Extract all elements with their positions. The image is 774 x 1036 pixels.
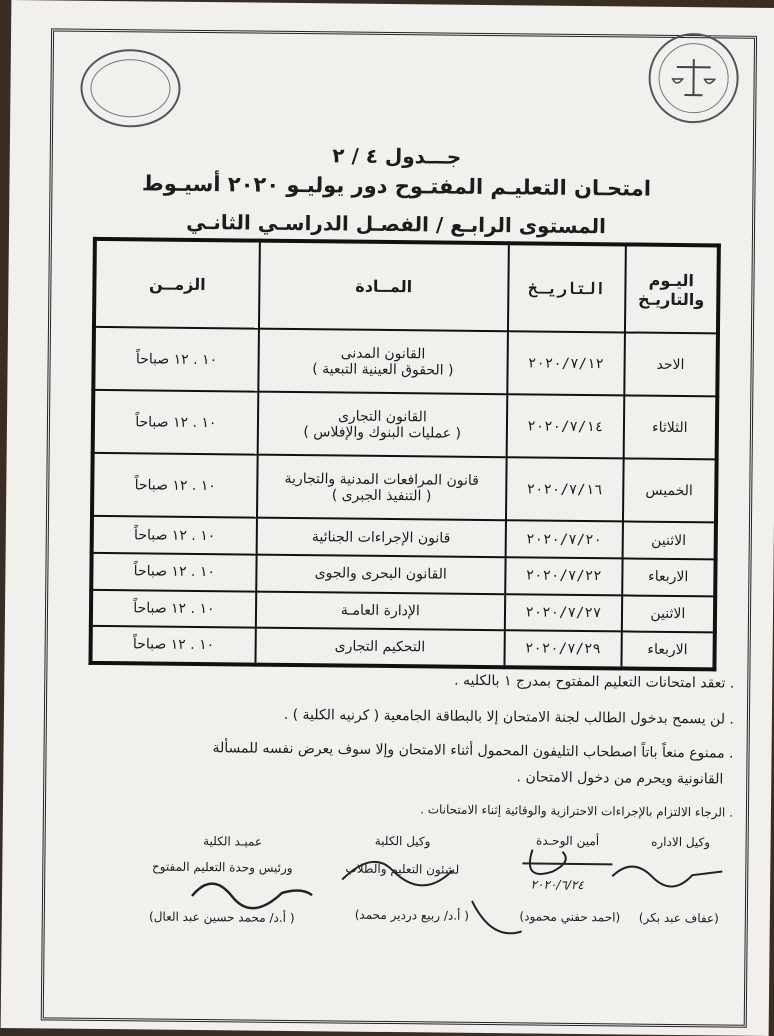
header-day: اليـوم والتاريـخ: [625, 244, 719, 333]
day-cell: الاربعاء: [621, 632, 715, 670]
signature-dean-title: عميـد الكلية: [153, 834, 313, 850]
note-1: . تعقد امتحانات التعليم المفتوح بمدرج ١ بالكليه .: [74, 669, 734, 692]
time-cell: ١٠ . ١٢ صباحاً: [90, 626, 255, 664]
time-cell: ١٠ . ١٢ صباحاً: [93, 390, 258, 455]
subject-cell: [256, 555, 505, 594]
note-3-continued: القانونية ويحرم من دخول الامتحان .: [63, 765, 723, 788]
subject-cell: [256, 518, 505, 557]
table-row: [93, 390, 718, 460]
signature-admin-title: وكيل الاداره: [631, 835, 731, 850]
day-cell: الاثنين: [622, 522, 716, 560]
time-cell: ١٠ . ١٢ صباحاً: [92, 453, 257, 518]
paper-sheet: [1, 0, 774, 1036]
table-row: [92, 453, 717, 523]
subject-cell: [257, 455, 507, 521]
subject-name: الإدارة العامـة: [261, 602, 500, 621]
date-cell: ٢٠٢٠/٧/١٦: [506, 457, 624, 521]
day-cell: الاحد: [624, 332, 718, 396]
table-row: [93, 327, 718, 397]
table-header-row: [94, 239, 719, 334]
note-3: . ممنوع منعاً باتاً اصطحاب التليفون المحمول أثناء الامتحان وإلا سوف يعرض نفسه للمسألة: [74, 739, 734, 762]
subject-name: التحكيم التجارى: [260, 638, 499, 657]
scales-of-justice-icon: [650, 35, 737, 122]
time-cell: ١٠ . ١٢ صباحاً: [91, 553, 256, 591]
subject-detail: ( عمليات البنوك والإفلاس ): [263, 423, 502, 442]
subject-name: القانون البحرى والجوى: [261, 565, 500, 584]
exam-title: امتحـان التعليـم المفتـوح دور يوليـو ٢٠٢٠ أسيـوط: [9, 170, 774, 202]
signature-admin-name: (عفاف عبد بكر): [624, 910, 734, 925]
table-row: [90, 626, 714, 669]
header-time: الزمــن: [94, 239, 260, 329]
left-seal-logo: [80, 49, 181, 128]
signature-vice-dean-subtitle: لشئون التعليم والطلاب: [322, 861, 482, 877]
subject-cell: [256, 591, 505, 630]
signature-vice-dean-title: وكيل الكلية: [333, 833, 473, 848]
date-cell: ٢٠٢٠/٧/١٤: [506, 394, 624, 458]
subject-cell: [257, 392, 507, 458]
time-cell: ١٠ . ١٢ صباحاً: [91, 590, 256, 628]
note-2: . لن يسمح بدخول الطالب لجنة الامتحان إلا بالبطاقة الجامعية ( كرنيه الكلية ) .: [74, 705, 734, 728]
day-cell: الاربعاء: [622, 558, 716, 596]
date-cell: ٢٠٢٠/٧/٢٢: [505, 557, 622, 595]
day-cell: الثلاثاء: [623, 396, 717, 460]
subject-cell: [258, 329, 508, 395]
signature-vice-dean-name: ( أ.د/ ربيع دردير محمد): [332, 907, 492, 923]
signature-unit-name: (احمد حفني محمود): [510, 909, 630, 924]
subject-detail: ( الحقوق العينية التبعية ): [263, 360, 502, 379]
subject-detail: ( التنفيذ الجبرى ): [262, 486, 501, 505]
table-number-title: جـــدول ٤ / ٢: [10, 140, 774, 172]
day-cell: الاثنين: [622, 595, 716, 633]
level-title: المستوى الرابـع / الفصـل الدراسـي الثانـي: [9, 208, 774, 240]
date-cell: ٢٠٢٠/٧/٢٩: [504, 631, 621, 669]
subject-name: قانون المرافعات المدنية والتجارية: [262, 470, 501, 489]
handwritten-signature-dean: [172, 866, 323, 918]
header-subject: المــادة: [259, 241, 509, 332]
date-cell: ٢٠٢٠/٧/٢٠: [505, 521, 622, 559]
signature-dean-name: ( أ.د/ محمد حسين عبد العال): [122, 909, 322, 925]
subject-cell: [255, 628, 504, 667]
right-seal-logo: [648, 33, 739, 124]
header-date: التاريـخ: [508, 243, 626, 332]
signature-unit-title: أمين الوحـدة: [513, 833, 623, 848]
handwritten-signature-vice-dean: [331, 839, 532, 951]
signature-dean-subtitle: ورئيس وحدة التعليم المفتوح: [122, 859, 322, 875]
date-cell: ٢٠٢٠/٧/٢٧: [505, 594, 622, 632]
day-cell: الخميس: [623, 459, 717, 523]
date-cell: ٢٠٢٠/٧/١٢: [507, 331, 625, 395]
subject-name: القانون المدنى: [263, 344, 502, 363]
exam-schedule-table: [88, 237, 720, 672]
subject-name: القانون التجارى: [263, 407, 502, 426]
subject-name: قانون الإجراءات الجنائية: [262, 528, 501, 547]
note-4: . الرجاء الالتزام بالإجراءات الاحترازية والوقائية إثناء الامتحانات .: [73, 799, 733, 820]
time-cell: ١٠ . ١٢ صباحاً: [93, 327, 258, 392]
time-cell: ١٠ . ١٢ صباحاً: [92, 516, 257, 554]
handwritten-date: ٢٠٢٠/٦/٢٤: [502, 877, 612, 892]
